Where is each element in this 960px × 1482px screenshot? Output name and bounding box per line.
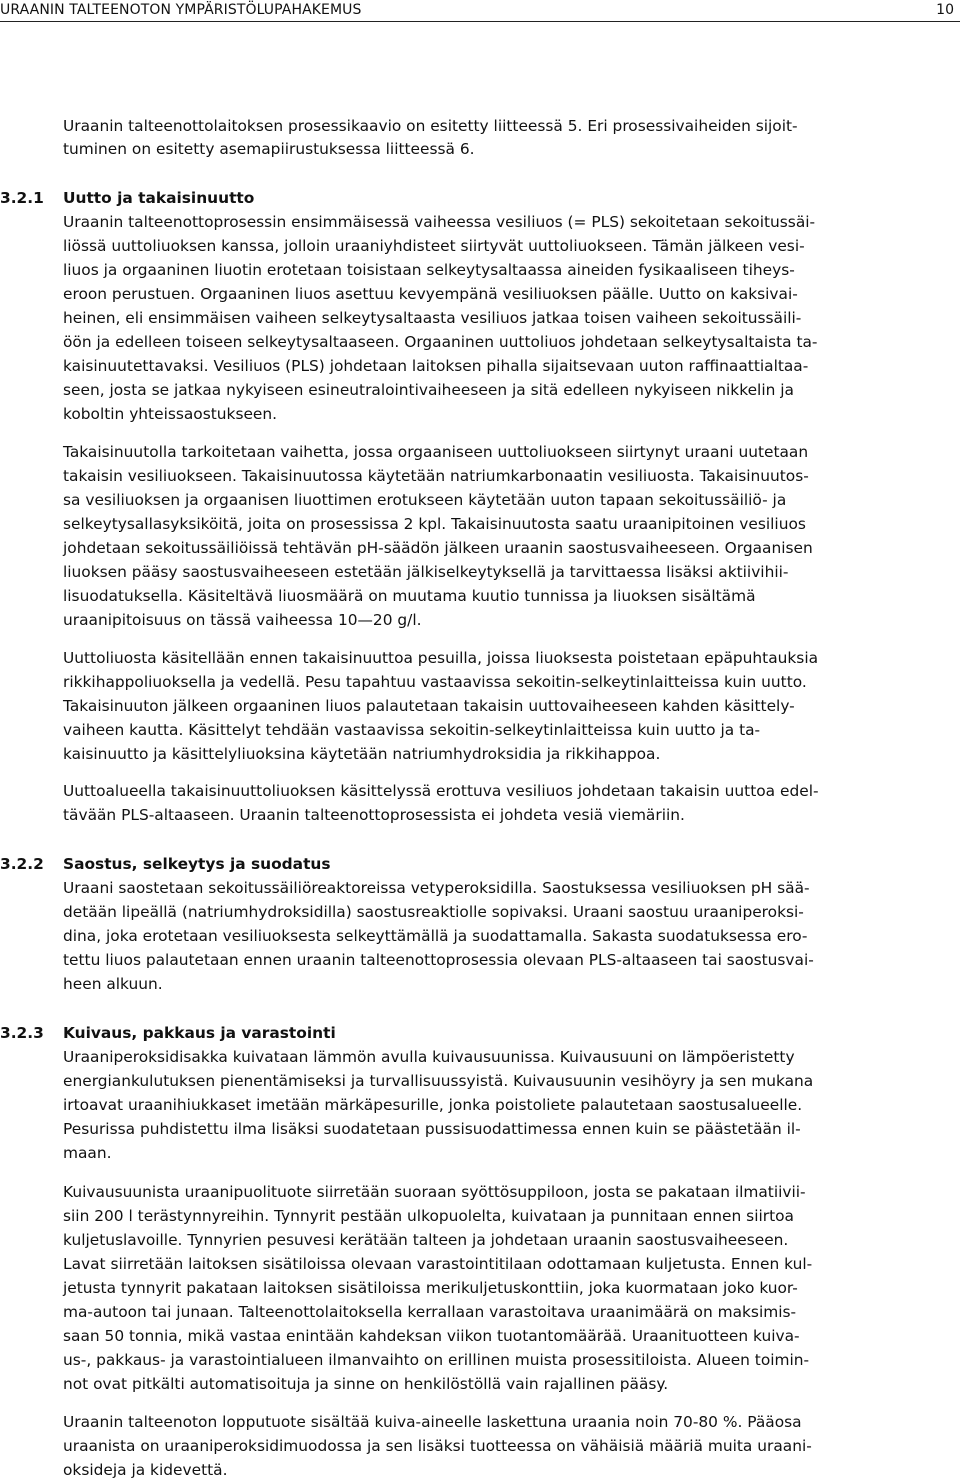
text-line: us-, pakkaus- ja varastointialueen ilmanvaihto on erillinen muista prosessitiloista. Alueen toimin- [63,1351,810,1369]
text-line: koboltin yhteissaostukseen. [63,405,278,423]
text-line: liuos ja orgaaninen liuotin erotetaan toisistaan selkeytysaltaassa aineiden fysikaaliseen tiheys- [63,261,795,279]
text-line: lisuodatuksella. Käsiteltävä liuosmäärä on muutama kuutio tunnissa ja liuoksen sisältämä [63,587,756,605]
section-number: 3.2.1 [0,189,44,207]
text-line: ma-autoon tai junaan. Talteenottolaitoksella kerrallaan varastoitava uraanimäärä on maksimis- [63,1303,797,1321]
text-line: heinen, eli ensimmäisen vaiheen selkeytysaltaasta vesiliuos jatkaa toisen vaiheen sekoitussäili- [63,309,802,327]
section-title: Saostus, selkeytys ja suodatus [63,855,331,873]
text-line: Uraanin talteenottolaitoksen prosessikaavio on esitetty liitteessä 5. Eri prosessivaiheiden sijoit- [63,117,798,135]
document-title: URAANIN TALTEENOTON YMPÄRISTÖLUPAHAKEMUS [0,2,362,18]
text-line: jetusta tynnyrit pakataan laitoksen sisätiloissa merikuljetuskonttiin, joka kuormataan joko kuor- [63,1279,798,1297]
text-line: kaisinuutettavaksi. Vesiliuos (PLS) johdetaan laitoksen pihalla sijaitsevaan uuton raffinaattialtaa- [63,357,809,375]
text-line: maan. [63,1144,112,1162]
section-title: Kuivaus, pakkaus ja varastointi [63,1024,336,1042]
text-line: oksideja ja kidevettä. [63,1461,228,1479]
text-line: seen, josta se jatkaa nykyiseen esineutralointivaiheeseen ja sitä edelleen nykyiseen nikkelin ja [63,381,794,399]
text-line: sa vesiliuoksen ja orgaanisen liuottimen erotukseen käytetään uuton tapaan sekoitussäiliö- ja [63,491,787,509]
text-line: liössä uuttoliuoksen kanssa, jolloin uraaniyhdisteet siirtyvät uuttoliuokseen. Tämän jälkeen vesi- [63,237,805,255]
text-line: detään lipeällä (natriumhydroksidilla) saostusreaktiolle sopivaksi. Uraani saostuu uraaniperoksi- [63,903,804,921]
text-line: takaisin vesiliuokseen. Takaisinuutossa käytetään natriumkarbonaatin vesiliuosta. Takaisinuutos- [63,467,809,485]
page-header [0,0,960,22]
section-number: 3.2.3 [0,1024,44,1042]
text-line: Kuivausuunista uraanipuolituote siirretään suoraan syöttösuppiloon, josta se pakataan ilmatiivii- [63,1183,806,1201]
text-line: saan 50 tonnia, mikä vastaa enintään kahdeksan viikon tuotantomäärää. Uraanituotteen kuiva- [63,1327,800,1345]
section-number: 3.2.2 [0,855,44,873]
text-line: liuoksen pääsy saostusvaiheeseen estetään jälkiselkeytyksellä ja tarvittaessa lisäksi aktiivihii- [63,563,789,581]
text-line: Takaisinuuton jälkeen orgaaninen liuos palautetaan takaisin uuttovaiheeseen kahden käsittely- [63,697,795,715]
header-divider [0,21,960,22]
text-line: tävään PLS-altaaseen. Uraanin talteenottoprosessista ei johdeta vesiä viemäriin. [63,806,685,824]
text-line: johdetaan sekoitussäiliöissä tehtävän pH-säädön jälkeen uraanin saostusvaiheeseen. Orgaanisen [63,539,813,557]
text-line: not ovat pitkälti automatisoituja ja sinne on henkilöstöllä vain rajallinen pääsy. [63,1375,669,1393]
text-line: Uuttoalueella takaisinuuttoliuoksen käsittelyssä erottuva vesiliuos johdetaan takaisin uuttoa edel- [63,782,819,800]
text-line: Uraaniperoksidisakka kuivataan lämmön avulla kuivausuunissa. Kuivausuuni on lämpöeristetty [63,1048,795,1066]
text-line: tettu liuos palautetaan ennen uraanin talteenottoprosessia olevaan PLS-altaaseen tai saostusvai- [63,951,814,969]
text-line: öön ja edelleen toiseen selkeytysaltaaseen. Orgaaninen uuttoliuos johdetaan selkeytysaltaista ta- [63,333,818,351]
text-line: tuminen on esitetty asemapiirustuksessa liitteessä 6. [63,140,475,158]
text-line: Takaisinuutolla tarkoitetaan vaihetta, jossa orgaaniseen uuttoliuokseen siirtynyt uraani uutetaan [63,443,809,461]
text-line: energiankulutuksen pienentämiseksi ja turvallisuussyistä. Kuivausuunin vesihöyry ja sen mukana [63,1072,814,1090]
text-line: vaiheen kautta. Käsittelyt tehdään vastaavissa sekoitin-selkeytinlaitteissa kuin uutto ja ta- [63,721,761,739]
text-line: rikkihappoliuoksella ja vedellä. Pesu tapahtuu vastaavissa sekoitin-selkeytinlaitteissa kuin uutto. [63,673,807,691]
text-line: uraanista on uraaniperoksidimuodossa ja sen lisäksi tuotteessa on vähäisiä määriä muita uraani- [63,1437,812,1455]
text-line: Lavat siirretään laitoksen sisätiloissa olevaan varastointitilaan odottamaan kuljetusta. Ennen kul- [63,1255,813,1273]
text-line: Uraani saostetaan sekoitussäiliöreaktoreissa vetyperoksidilla. Saostuksessa vesiliuoksen pH sää- [63,879,810,897]
text-line: kuljetuslavoille. Tynnyrien pesuvesi kerätään talteen ja johdetaan uraanin saostusvaiheeseen. [63,1231,789,1249]
text-line: eroon perustuen. Orgaaninen liuos asettuu kevyempänä vesiliuoksen päälle. Uutto on kaksivai- [63,285,798,303]
text-line: uraanipitoisuus on tässä vaiheessa 10—20 g/l. [63,611,422,629]
text-line: selkeytysallasyksiköitä, joita on prosessissa 2 kpl. Takaisinuutosta saatu uraanipitoinen vesiliuos [63,515,806,533]
text-line: Uuttoliuosta käsitellään ennen takaisinuuttoa pesuilla, joissa liuoksesta poistetaan epäpuhtauksia [63,649,819,667]
text-line: heen alkuun. [63,975,163,993]
section-title: Uutto ja takaisinuutto [63,189,255,207]
page-number: 10 [936,2,954,18]
text-line: siin 200 l terästynnyreihin. Tynnyrit pestään ulkopuolelta, kuivataan ja punnitaan ennen siirtoa [63,1207,794,1225]
text-line: Uraanin talteenottoprosessin ensimmäisessä vaiheessa vesiliuos (= PLS) sekoitetaan sekoitussäi- [63,213,816,231]
text-line: dina, joka erotetaan vesiliuoksesta selkeyttämällä ja suodattamalla. Sakasta suodatuksessa ero- [63,927,808,945]
text-line: kaisinuutto ja käsittelyliuoksina käytetään natriumhydroksidia ja rikkihappoa. [63,745,661,763]
text-line: Pesurissa puhdistettu ilma lisäksi suodatetaan pussisuodattimessa ennen kuin se päästetään il- [63,1120,801,1138]
text-line: irtoavat uraanihiukkaset imetään märkäpesurille, jonka poistoliete palautetaan saostusalueelle. [63,1096,803,1114]
text-line: Uraanin talteenoton lopputuote sisältää kuiva-aineelle laskettuna uraania noin 70-80 %. Pääosa [63,1413,802,1431]
